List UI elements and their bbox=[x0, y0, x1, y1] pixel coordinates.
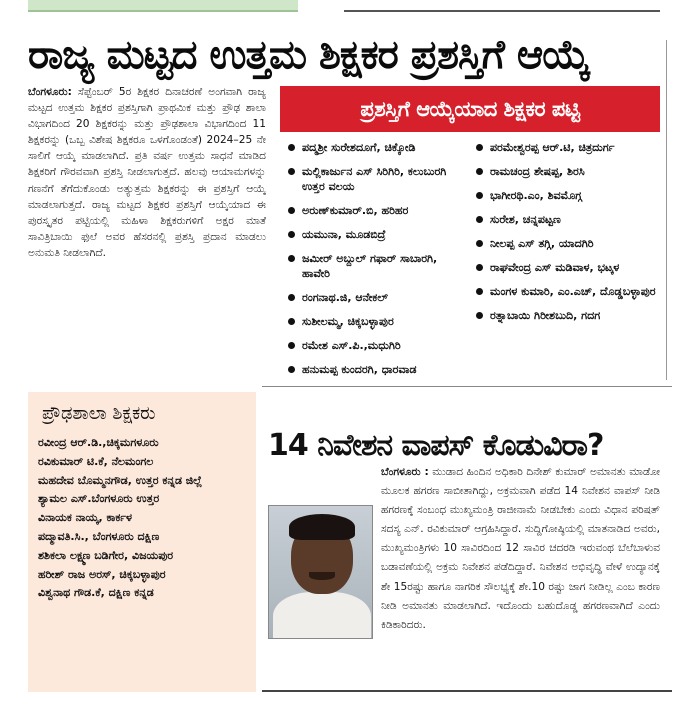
bullet-icon bbox=[288, 366, 295, 373]
list-item bbox=[476, 140, 666, 155]
list-item: ಹರೀಶ್ ರಾಜ ಅರಸ್, ಚಿಕ್ಕಬಳ್ಳಾಪುರ bbox=[38, 567, 166, 581]
list-item-text: ರಾಘವೇಂದ್ರ ಎಸ್ ಮಡಿವಾಳ, ಭಟ್ಕಳ bbox=[490, 261, 620, 274]
bullet-icon bbox=[288, 318, 295, 325]
list-item: ಮಹದೇವ ಬೊಮ್ಮನಗೌಡ, ಉತ್ತರ ಕನ್ನಡ ಜಿಲ್ಲೆ bbox=[38, 473, 203, 487]
photo-mouth bbox=[309, 572, 335, 580]
bullet-icon bbox=[476, 264, 483, 271]
awardees-list-right bbox=[476, 140, 666, 332]
awardees-list-left bbox=[288, 140, 468, 386]
list-item-text: ರಂಗನಾಥ.ಜಿ, ಆನೇಕಲ್ bbox=[302, 291, 388, 304]
list-item-text: ಯಮುನಾ, ಮೂಡಬಿದ್ರೆ bbox=[302, 228, 386, 241]
list-item: ರವಿಕುಮಾರ್ ಟಿ.ಕೆ, ನೆಲಮಂಗಲ bbox=[38, 454, 154, 468]
list-item: ಶಶಿಕಲಾ ಲಕ್ಷ್ಮಣ ಬಡಿಗೇರ, ವಿಜಯಪುರ bbox=[38, 548, 174, 562]
bullet-icon bbox=[288, 168, 295, 175]
bullet-icon bbox=[476, 192, 483, 199]
list-item-text: ಅರುಣ್‌ಕುಮಾರ್.ಬಿ, ಹರಿಹರ bbox=[302, 204, 409, 217]
main-headline: ರಾಜ್ಯ ಮಟ್ಟದ ಉತ್ತಮ ಶಿಕ್ಷಕರ ಪ್ರಶಸ್ತಿಗೆ ಆಯ್ಕೆ bbox=[28, 32, 590, 78]
list-item: ಶ್ಯಾಮಲ ಎಸ್.ಬೆಂಗಳೂರು ಉತ್ತರ bbox=[38, 492, 160, 506]
list-item: ವಿನಾಯಕ ನಾಯ್ಕ, ಕಾರ್ಕಳ bbox=[38, 511, 132, 525]
bottom-rule bbox=[262, 690, 672, 692]
portrait-photo bbox=[268, 505, 373, 639]
bullet-icon bbox=[476, 216, 483, 223]
bullet-icon bbox=[476, 240, 483, 247]
list-item bbox=[288, 362, 468, 377]
bullet-icon bbox=[476, 288, 483, 295]
bullet-icon bbox=[288, 231, 295, 238]
bullet-icon bbox=[288, 294, 295, 301]
list-item bbox=[476, 308, 666, 323]
bullet-icon bbox=[476, 168, 483, 175]
list-item: ಪದ್ಮಾವತಿ.ಸಿ., ಬೆಂಗಳೂರು ದಕ್ಷಿಣ bbox=[38, 529, 160, 543]
list-item: ವಿಶ್ವನಾಥ ಗೌಡ.ಕೆ, ದಕ್ಷಿಣ ಕನ್ನಡ bbox=[38, 586, 154, 600]
list-item-text: ಮಲ್ಲಿಕಾರ್ಜುನ ಎಸ್ ಸಿರಿಗಿರಿ, ಕಲುಬುರಗಿ ಉತ್ತರ ವಲಯ bbox=[302, 165, 447, 193]
list-item bbox=[476, 236, 666, 251]
list-item bbox=[476, 164, 666, 179]
top-rule bbox=[344, 10, 660, 12]
article-body bbox=[28, 84, 266, 261]
list-item bbox=[288, 314, 468, 329]
photo-shirt bbox=[273, 592, 371, 639]
photo-hair bbox=[289, 514, 355, 540]
box-title: ಪ್ರೌಢಶಾಲಾ ಶಿಕ್ಷಕರು bbox=[42, 403, 156, 424]
list-item bbox=[288, 203, 468, 218]
list-item-text: ಪದ್ಮಶ್ರೀ ಸುರೇಶದೂಗೆ, ಚಿಕ್ಕೋಡಿ bbox=[302, 141, 416, 154]
list-item-text: ಪರಮೇಶ್ವರಪ್ಪ ಆರ್.ಟಿ, ಚಿತ್ರದುರ್ಗ bbox=[490, 141, 615, 154]
article-dateline: ಬೆಂಗಳೂರು: bbox=[28, 86, 72, 98]
second-headline: 14 ನಿವೇಶನ ವಾಪಸ್ ಕೊಡುವಿರಾ? bbox=[268, 428, 604, 463]
list-item-text: ಹನುಮಪ್ಪ ಕುಂದರಗಿ, ಧಾರವಾಡ bbox=[302, 363, 417, 376]
list-item-text: ರತ್ನಾಬಾಯಿ ಗಿರೀಶಬುದಿ, ಗದಗ bbox=[490, 309, 601, 322]
list-item-text: ಸುರೇಶ, ಚನ್ನಪಟ್ಟಣ bbox=[490, 213, 561, 226]
list-item-text: ರಮೇಶ ಎಸ್.ಪಿ.,ಮಧುಗಿರಿ bbox=[302, 339, 401, 352]
article-text: ಮುಡಾದ ಹಿಂದಿನ ಅಧಿಕಾರಿ ದಿನೇಶ್ ಕುಮಾರ್ ಅಮಾನತು ಮಾಡೋ ಮೂಲಕ ಹಗರಣ ಸಾಬೀತಾಗಿದ್ದು, ಅಕ್ರಮವಾಗಿ ಪಡೆದ 14 ನಿವೇಶನ ವಾಪಸ್ ನೀಡಿ ಹಗರಣಕ್ಕೆ ಸಂಬಂಧ ಮುಖ್ಯಮಂತ್ರಿ ರಾಜೀನಾಮೆ ನೀಡಬೇಕು ಎಂದು ವಿಧಾನ ಪರಿಷತ್ ಸದಸ್ಯ ಎನ್. ರವಿಕುಮಾರ್ ಆಗ್ರಹಿಸಿದ್ದಾರೆ. ಸುದ್ದಿಗೋಷ್ಠಿಯಲ್ಲಿ ಮಾತನಾಡಿದ ಅವರು, ಮುಖ್ಯಮಂತ್ರಿಗಳು 10 ಸಾವಿರದಿಂದ 12 ಸಾವಿರ ಚದರಡಿ ಇರುವಂಥ ಬೆಲೆಬಾಳುವ ಬಡಾವಣೆಯಲ್ಲಿ ಅಕ್ರಮ ನಿವೇಶನ ಪಡೆದಿದ್ದಾರೆ. ನಿವೇಶನ ಅಭಿವೃದ್ಧಿ ವೇಳೆ ಉದ್ಯಾನಕ್ಕೆ ಶೇ 15ರಷ್ಟು ಹಾಗೂ ನಾಗರಿಕ ಸೌಲಭ್ಯಕ್ಕೆ ಶೇ.10 ರಷ್ಟು ಜಾಗ ನೀಡಿಲ್ಲ ಎಂಬ ಕಾರಣ ನೀಡಿ ಅಮಾನತು ಮಾಡಲಾಗಿದೆ. ಇದೊಂದು ಬಹುದೊಡ್ಡ ಹಗರಣವಾಗಿದೆ ಎಂದು ಕಿಡಿಕಾರಿದರು. bbox=[381, 466, 660, 631]
bullet-icon bbox=[288, 255, 295, 262]
list-item-text: ಜಮೀರ್ ಅಬ್ದುಲ್ ಗಫಾರ್ ಸಾಬಾರಗಿ, ಹಾವೇರಿ bbox=[302, 252, 438, 280]
article-text: ಸೆಪ್ಟೆಂಬರ್ 5ರ ಶಿಕ್ಷಕರ ದಿನಾಚರಣೆ ಅಂಗವಾಗಿ ರಾಜ್ಯ ಮಟ್ಟದ ಉತ್ತಮ ಶಿಕ್ಷಕರ ಪ್ರಶಸ್ತಿಗಾಗಿ ಪ್ರಾಥಮಿಕ ಮತ್ತು ಪ್ರೌಢ ಶಾಲಾ ವಿಭಾಗದಿಂದ 20 ಶಿಕ್ಷಕರನ್ನು ಮತ್ತು ಪ್ರೌಢಶಾಲಾ ವಿಭಾಗದಿಂದ 11 ಶಿಕ್ಷಕರನ್ನು (ಒಬ್ಬ ವಿಶೇಷ ಶಿಕ್ಷಕರೂ ಒಳಗೊಂಡಂತೆ) 2024–25 ನೇ ಸಾಲಿಗೆ ಆಯ್ಕೆ ಮಾಡಲಾಗಿದೆ. ಪ್ರತಿ ವರ್ಷ ಉತ್ತಮ ಸಾಧನೆ ಮಾಡಿದ ಶಿಕ್ಷಕರಿಗೆ ಗೌರವವಾಗಿ ಪ್ರಶಸ್ತಿ ನೀಡಲಾಗುತ್ತದೆ. ಹಲವು ಆಯಾಮಗಳನ್ನು ಗಣನೆಗೆ ತೆಗೆದುಕೊಂಡು ಅತ್ಯುತ್ತಮ ಶಿಕ್ಷಕರನ್ನು ಈ ಪ್ರಶಸ್ತಿಗೆ ಆಯ್ಕೆ ಮಾಡಲಾಗುತ್ತದೆ. ರಾಜ್ಯ ಮಟ್ಟದ ಶಿಕ್ಷಕರ ಪ್ರಶಸ್ತಿಗೆ ಆಯ್ಕೆಯಾದ ಈ ಪುರಸ್ಕೃತರ ಪಟ್ಟಿಯಲ್ಲಿ ಮಹಿಳಾ ಶಿಕ್ಷಕರುಗಳಿಗೆ ಅಕ್ಷರ ಮಾತೆ ಸಾವಿತ್ರಿಬಾಯಿ ಫುಲೆ ಅವರ ಹೆಸರನಲ್ಲಿ ಪ್ರಶಸ್ತಿ ಪ್ರದಾನ ಮಾಡಲು ಅನುಮತಿ ನೀಡಲಾಗಿದೆ. bbox=[28, 86, 266, 259]
bullet-icon bbox=[476, 144, 483, 151]
list-item bbox=[288, 338, 468, 353]
section-rule bbox=[262, 386, 672, 387]
list-item-text: ಮಂಗಳ ಕುಮಾರಿ, ಎಂ.ಎಚ್, ದೊಡ್ಡಬಳ್ಳಾಪುರ bbox=[490, 285, 656, 298]
article-dateline: ಬೆಂಗಳೂರು : bbox=[381, 466, 429, 478]
bullet-icon bbox=[476, 312, 483, 319]
list-item bbox=[288, 227, 468, 242]
list-item-text: ನೀಲಪ್ಪ ಎಸ್ ತಗ್ಗಿ, ಯಾದಗಿರಿ bbox=[490, 237, 594, 250]
second-article bbox=[268, 463, 660, 643]
bullet-icon bbox=[288, 144, 295, 151]
column-divider bbox=[666, 40, 667, 380]
bullet-icon bbox=[288, 342, 295, 349]
box-names bbox=[38, 434, 246, 603]
list-item bbox=[288, 290, 468, 305]
awardees-banner: ಪ್ರಶಸ್ತಿಗೆ ಆಯ್ಕೆಯಾದ ಶಿಕ್ಷಕರ ಪಟ್ಟಿ bbox=[280, 86, 660, 132]
bullet-icon bbox=[288, 207, 295, 214]
high-school-teachers-box bbox=[28, 392, 256, 692]
list-item bbox=[476, 284, 666, 299]
list-item bbox=[476, 188, 666, 203]
list-item: ರವೀಂದ್ರ ಆರ್.ಡಿ.,ಚಿಕ್ಕಮಗಳೂರು bbox=[38, 436, 159, 449]
list-item bbox=[288, 251, 468, 281]
list-item bbox=[288, 140, 468, 155]
list-item bbox=[476, 212, 666, 227]
list-item-text: ಭಾಗೀರಥಿ.ಎಂ, ಶಿವಮೊಗ್ಗ bbox=[490, 189, 582, 202]
list-item-text: ಸುಶೀಲಮ್ಮ, ಚಿಕ್ಕಬಳ್ಳಾಪುರ bbox=[302, 315, 394, 328]
list-item bbox=[288, 164, 468, 194]
list-item bbox=[476, 260, 666, 275]
list-item-text: ರಾಮಚಂದ್ರ ಶೇಷಪ್ಪ, ಶಿರಸಿ bbox=[490, 165, 585, 178]
top-strip-decoration bbox=[28, 0, 298, 12]
